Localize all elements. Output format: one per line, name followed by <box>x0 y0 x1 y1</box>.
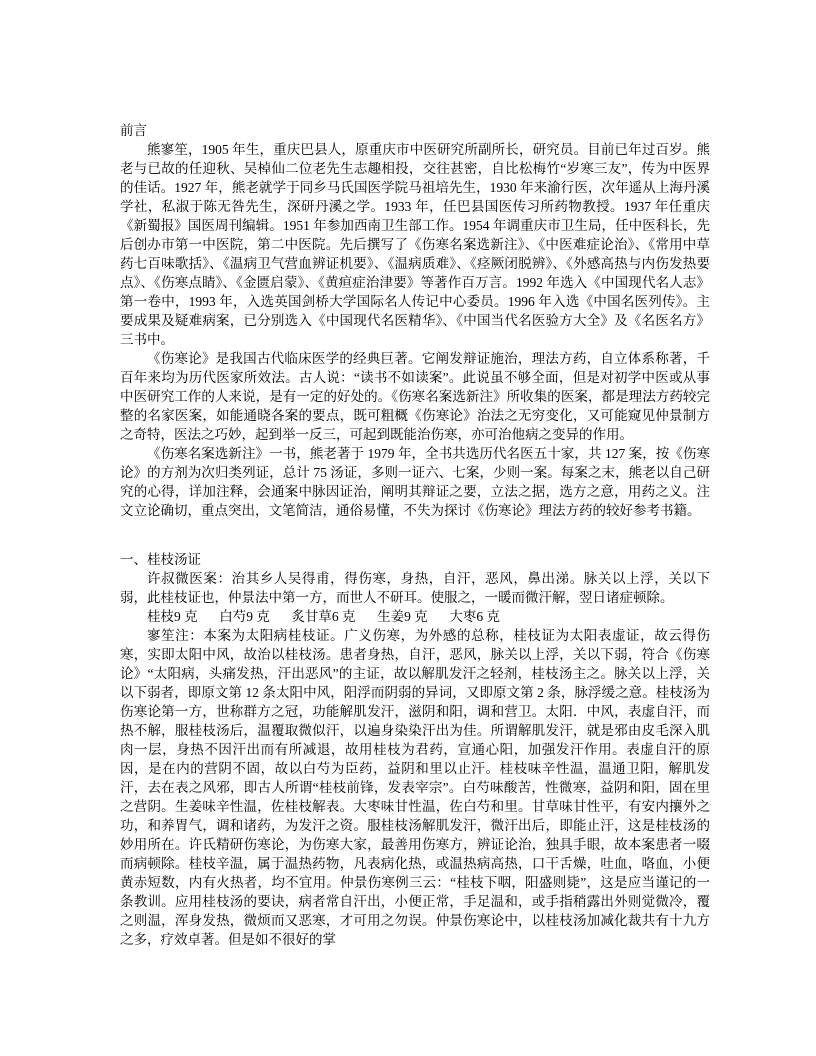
preface-paragraph: 熊寥笙，1905 年生，重庆巴县人，原重庆市中医研究所副所长，研究员。目前已年过百岁。熊老与已故的任迎秋、吴棹仙二位老先生志趣相投，交往甚密，自比松梅竹“岁寒三友”，传为中医界的佳话。1927 年，熊老就学于同乡马氏国医学院马祖培先生，1930 年来渝行医，次年遥从上海丹溪学社，私淑于陈无咎先生，深研丹溪之学。1933 年，任巴县国医传习所药物教授。1937 年任重庆《新蜀报》国医周刊编辑。1951 年参加西南卫生部工作。1954 年调重庆市卫生局，任中医科长，先后创办市第一中医院，第二中医院。先后撰写了《伤寒名案选新注》、《中医难症论治》、《常用中草药七百味歌括》、《温病卫气营血辨证机要》、《温病质难》、《痉厥闭脱辨》、《外感高热与内伤发热要点》、《伤寒点睛》、《金匮启蒙》、《黄疸症治津要》等著作百万言。1992 年选入《中国现代名人志》第一卷中，1993 年，入选英国剑桥大学国际名人传记中心委员。1996 年入选《中国名医列传》。主要成果及疑难病案，已分别选入《中国现代名医精华》、《中国当代名医验方大全》及《名医名方》三书中。 <box>120 142 710 347</box>
preface-title: 前言 <box>120 123 147 138</box>
herb-item: 生姜9 克 <box>377 609 428 624</box>
prescription-line <box>120 607 710 626</box>
preface-paragraph: 《伤寒论》是我国古代临床医学的经典巨著。它阐发辩证施治，理法方药，自立体系称著，千百年来均为历代医家所效法。古人说：“读书不如读案”。此说虽不够全面，但是对初学中医或从事中医研究工作的人来说，是有一定的好处的。《伤寒名案选新注》所收集的医案，都是理法方药较完整的名家医案，如能通晓各案的要点，既可粗概《伤寒论》治法之无穷变化，又可能窥见仲景制方之奇特，医法之巧妙，起到举一反三，可起到既能治伤寒，亦可治他病之变异的作用。 <box>120 351 710 442</box>
commentary-text: 寥笙注：本案为太阳病桂枝证。广义伤寒，为外感的总称，桂枝证为太阳表虚证，故云得伤寒，实即太阳中风，故治以桂枝汤。患者身热，自汗，恶风，脉关以上浮，关以下弱，符合《伤寒论》“太阳病，头痛发热，汗出恶风”的主证，故以解肌发汗之轻剂，桂枝汤主之。脉关以上浮，关以下弱者，即原文第 12 条太阳中风，阳浮而阴弱的异词，又即原文第 2 条，脉浮缓之意。桂枝汤为伤寒论第一方，世称群方之冠，功能解肌发汗，滋阴和阳，调和营卫。太阳．中风，表虚自汗，而热不解，服桂枝汤后，温覆取微似汗，以遍身染染汗出为佳。所谓解肌发汗，就是邪由皮毛深入肌肉一层，身热不因汗出而有所减退，故用桂枝为君药，宣通心阳，加强发汗作用。表虚自汗的原因，是在内的营阴不固，故以白芍为臣药，益阴和里以止汗。桂枝味辛性温，温通卫阳，解肌发汗，去在表之风邪，即古人所谓“桂枝前锋，发表宰宗”。白芍味酸苦，性微寒，益阴和阳，固在里之营阴。生姜味辛性温，佐桂枝解表。大枣味甘性温，佐白芍和里。甘草味甘性平，有安内攘外之功，和养胃气，调和诸药，为发汗之资。服桂枝汤解肌发汗，微汗出后，即能止汗，这是桂枝汤的妙用所在。许氏精研伤寒论，为伤寒大家，最善用伤寒方，辨证论治，独具手眼，故本案患者一啜而病顿除。桂枝辛温，属于温热药物，凡表病化热，或温热病高热，口干舌燥，吐血，咯血，小便黄赤短数，内有火热者，均不宜用。仲景伤寒例三云：“桂枝下咽，阳盛则毙”，这是应当谨记的一条教训。应用桂枝汤的要诀，病者常自汗出，小便正常，手足温和，或手指稍露出外则觉微冷，覆之则温，浑身发热，微烦而又恶寒，才可用之勿误。仲景伤寒论中，以桂枝汤加减化裁共有十九方之多，疗效卓著。但是如不很好的掌 <box>120 628 710 947</box>
herb-item: 桂枝9 克 <box>147 609 198 624</box>
herb-item: 白芍9 克 <box>219 609 270 624</box>
herb-item: 大枣6 克 <box>449 609 500 624</box>
preface-paragraph: 《伤寒名案选新注》一书，熊老著于 1979 年，全书共选历代名医五十家，共 127 案，按《伤寒论》的方剂为次归类列证，总计 75 汤证，多则一证六、七案，少则一案。每案之末，熊老以自己研究的心得，详加注释，会通案中脉因证治，阐明其辩证之要，立法之据，选方之意，用药之义。注文立论确切，重点突出，文笔简洁，通俗易懂，不失为探讨《伤寒论》理法方药的较好参考书籍。 <box>120 446 710 518</box>
section-heading-guizhitang: 一、桂枝汤证 <box>120 552 201 567</box>
preface-body <box>120 140 710 520</box>
case-record-text: 许叔微医案：治其乡人吴得甫，得伤寒，身热，自汗，恶风，鼻出涕。脉关以上浮，关以下弱，此桂枝证也，仲景法中第一方，而世人不研耳。使服之，一暖而微汗解，翌日诸症顿除。 <box>120 571 710 605</box>
herb-item: 炙甘草6 克 <box>291 609 356 624</box>
